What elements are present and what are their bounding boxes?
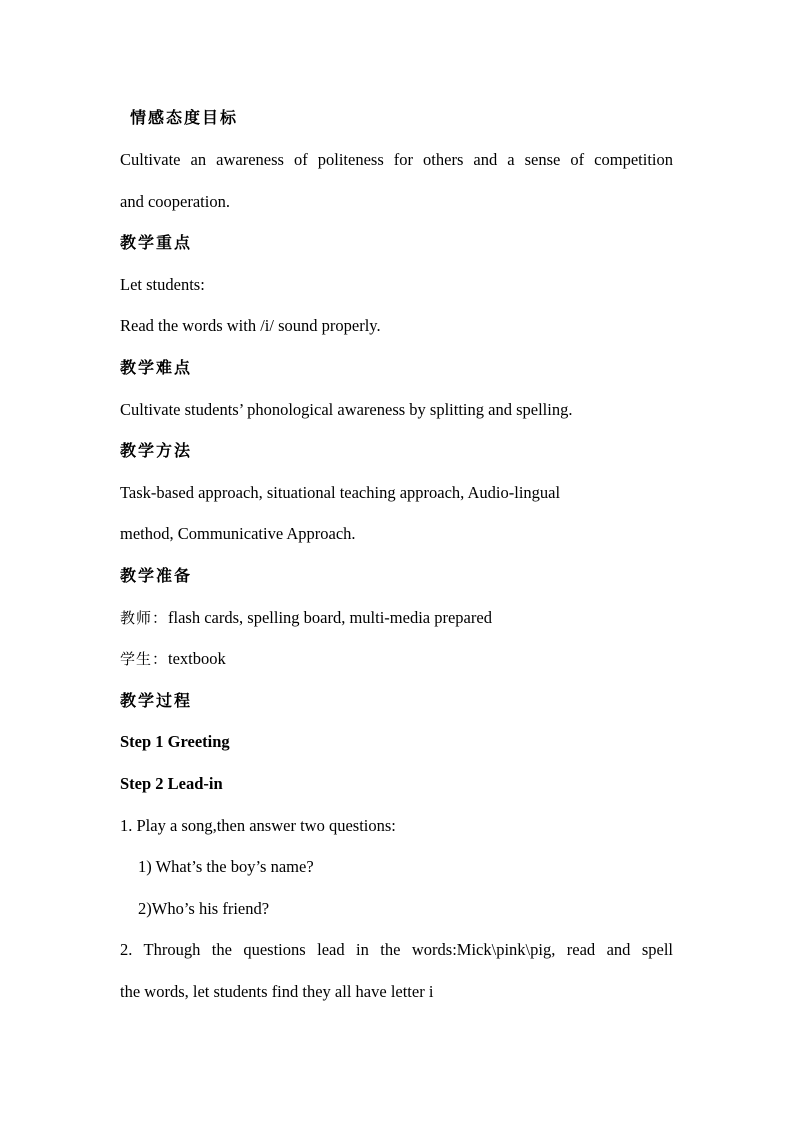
process-item-2-line-1: 2. Through the questions lead in the words:Mick\pink\pig, read and spell	[120, 940, 673, 959]
process-question-2: 2)Who’s his friend?	[138, 899, 270, 918]
preparation-student-line	[120, 648, 680, 670]
key-points-text-line-1: Let students:	[120, 275, 205, 294]
key-points-heading: 教学重点	[120, 233, 193, 252]
methods-text-line-1: Task-based approach, situational teaching approach, Audio-lingual	[120, 483, 561, 502]
methods-heading: 教学方法	[120, 441, 193, 460]
step-1-title: Step 1 Greeting	[120, 732, 230, 751]
process-heading: 教学过程	[120, 691, 193, 710]
difficult-points-text: Cultivate students’ phonological awareness by splitting and spelling.	[120, 400, 573, 419]
preparation-teacher-line	[120, 607, 680, 629]
teacher-label: 教师：	[120, 609, 169, 627]
emotion-goal-heading: 情感态度目标	[130, 108, 239, 127]
process-item-2-line-2: the words, let students find they all have letter i	[120, 982, 434, 1001]
process-question-1: 1) What’s the boy’s name?	[138, 857, 314, 876]
emotion-goal-text-line-1: Cultivate an awareness of politeness for others and a sense of competition	[120, 150, 673, 169]
teacher-text: flash cards, spelling board, multi-media prepared	[168, 608, 492, 627]
step-2-title: Step 2 Lead-in	[120, 774, 223, 793]
difficult-points-heading: 教学难点	[120, 358, 193, 377]
student-label: 学生：	[120, 650, 169, 668]
student-text: textbook	[168, 649, 226, 668]
process-item-1: 1. Play a song,then answer two questions:	[120, 816, 396, 835]
key-points-text-line-2: Read the words with /i/ sound properly.	[120, 316, 381, 335]
preparation-heading: 教学准备	[120, 566, 193, 585]
methods-text-line-2: method, Communicative Approach.	[120, 524, 356, 543]
emotion-goal-text-line-2: and cooperation.	[120, 192, 230, 211]
